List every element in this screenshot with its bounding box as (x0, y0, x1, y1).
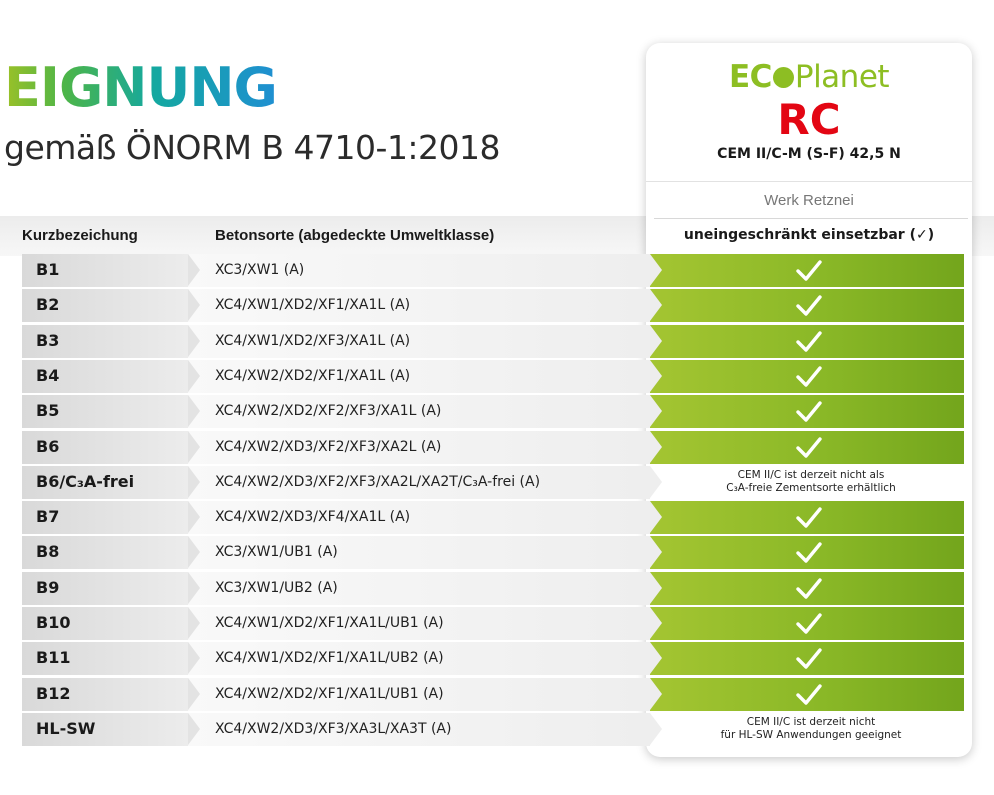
row-class-cell (188, 289, 650, 322)
row-status-cell (650, 431, 964, 464)
row-status-cell (650, 607, 964, 640)
row-code: HL-SW (36, 719, 96, 738)
row-class: XC4/XW2/XD2/XF2/XF3/XA1L (A) (215, 403, 442, 419)
row-code-cell (22, 360, 188, 393)
row-class: XC4/XW2/XD2/XF1/XA1L/UB1 (A) (215, 686, 444, 702)
row-status-note (664, 469, 958, 495)
row-status-cell (650, 713, 964, 746)
table-row (22, 536, 966, 569)
row-class: XC3/XW1/UB2 (A) (215, 580, 338, 596)
row-status-cell (650, 254, 964, 287)
row-class: XC3/XW1/UB1 (A) (215, 544, 338, 560)
checkmark-icon (796, 294, 822, 317)
row-class: XC4/XW2/XD3/XF2/XF3/XA2L (A) (215, 439, 442, 455)
row-status-note-line: für HL-SW Anwendungen geeignet (720, 729, 902, 741)
row-code: B4 (36, 366, 60, 385)
row-status-cell (650, 501, 964, 534)
table-row (22, 289, 966, 322)
row-code-cell (22, 607, 188, 640)
checkmark-icon (796, 647, 822, 670)
plant-name: Werk Retznei (764, 192, 854, 209)
row-code-cell (22, 395, 188, 428)
row-code-cell (22, 501, 188, 534)
table-row (22, 466, 966, 499)
column-header-class: Betonsorte (abgedeckte Umweltklasse) (215, 227, 495, 244)
row-class: XC4/XW2/XD2/XF1/XA1L (A) (215, 368, 411, 384)
row-status-cell (650, 325, 964, 358)
row-code-cell (22, 642, 188, 675)
row-status-note-line: C₃A-freie Zementsorte erhältlich (726, 482, 896, 494)
row-class-cell (188, 642, 650, 675)
table-row (22, 395, 966, 428)
row-code-cell (22, 572, 188, 605)
table-row (22, 325, 966, 358)
row-status-cell (650, 536, 964, 569)
checkmark-icon (796, 541, 822, 564)
row-status-note-line: CEM II/C ist derzeit nicht als (737, 469, 885, 481)
row-code-cell (22, 431, 188, 464)
row-class-cell (188, 678, 650, 711)
column-header-code: Kurzbezeichung (22, 227, 138, 244)
row-status-cell (650, 466, 964, 499)
row-code: B2 (36, 295, 60, 314)
cement-type: CEM II/C-M (S-F) 42,5 N (717, 146, 901, 162)
row-code: B9 (36, 578, 60, 597)
row-class-cell (188, 254, 650, 287)
row-class: XC4/XW1/XD2/XF1/XA1L (A) (215, 297, 411, 313)
row-status-note (664, 716, 958, 742)
column-header-status: uneingeschränkt einsetzbar (✓) (683, 227, 935, 243)
brand-logo-planet: Planet (794, 59, 890, 95)
row-class: XC4/XW1/XD2/XF3/XA1L (A) (215, 333, 411, 349)
row-status-cell (650, 395, 964, 428)
row-code-cell (22, 466, 188, 499)
checkmark-icon (796, 436, 822, 459)
checkmark-icon (796, 259, 822, 282)
checkmark-icon (796, 400, 822, 423)
table-row (22, 607, 966, 640)
row-class-cell (188, 431, 650, 464)
row-code: B8 (36, 542, 60, 561)
row-code: B3 (36, 331, 60, 350)
brand-logo (646, 58, 972, 96)
row-code: B6 (36, 437, 60, 456)
row-code-cell (22, 536, 188, 569)
table-row (22, 501, 966, 534)
row-code: B1 (36, 260, 60, 279)
row-class: XC4/XW1/XD2/XF1/XA1L/UB2 (A) (215, 650, 444, 666)
row-code: B7 (36, 507, 60, 526)
row-status-cell (650, 678, 964, 711)
table-row (22, 254, 966, 287)
card-divider (654, 218, 968, 219)
row-status-note-line: CEM II/C ist derzeit nicht (746, 716, 876, 728)
row-status-cell (650, 360, 964, 393)
checkmark-icon (796, 330, 822, 353)
page-title: EIGNUNG (4, 56, 277, 119)
row-code: B5 (36, 401, 60, 420)
row-class: XC4/XW1/XD2/XF1/XA1L/UB1 (A) (215, 615, 444, 631)
planet-icon (773, 67, 794, 88)
row-code-cell (22, 289, 188, 322)
table-row (22, 360, 966, 393)
row-class-cell (188, 607, 650, 640)
brand-logo-eco: EC (728, 59, 772, 95)
row-class-cell (188, 325, 650, 358)
row-class-cell (188, 572, 650, 605)
row-class: XC4/XW2/XD3/XF4/XA1L (A) (215, 509, 411, 525)
row-class: XC4/XW2/XD3/XF3/XA3L/XA3T (A) (215, 721, 452, 737)
row-class: XC4/XW2/XD3/XF2/XF3/XA2L/XA2T/C₃A-frei (A) (215, 474, 541, 490)
row-code-cell (22, 713, 188, 746)
checkmark-icon (796, 506, 822, 529)
row-class-cell (188, 466, 650, 499)
checkmark-icon (796, 365, 822, 388)
row-code: B12 (36, 684, 71, 703)
row-class-cell (188, 536, 650, 569)
table-row (22, 678, 966, 711)
row-code-cell (22, 254, 188, 287)
table-row (22, 713, 966, 746)
checkmark-icon (796, 683, 822, 706)
table-row (22, 572, 966, 605)
row-code: B11 (36, 648, 71, 667)
row-code-cell (22, 325, 188, 358)
product-name: RC (777, 95, 841, 144)
row-class-cell (188, 395, 650, 428)
row-code: B6/C₃A-frei (36, 472, 135, 491)
row-class-cell (188, 360, 650, 393)
row-class-cell (188, 501, 650, 534)
row-class-cell (188, 713, 650, 746)
row-status-cell (650, 642, 964, 675)
checkmark-icon (796, 612, 822, 635)
row-status-cell (650, 572, 964, 605)
checkmark-icon (796, 577, 822, 600)
card-divider (646, 181, 972, 182)
row-code-cell (22, 678, 188, 711)
table-row (22, 431, 966, 464)
row-class: XC3/XW1 (A) (215, 262, 305, 278)
table-row (22, 642, 966, 675)
page-subtitle: gemäß ÖNORM B 4710-1:2018 (4, 128, 501, 167)
row-status-cell (650, 289, 964, 322)
row-code: B10 (36, 613, 71, 632)
